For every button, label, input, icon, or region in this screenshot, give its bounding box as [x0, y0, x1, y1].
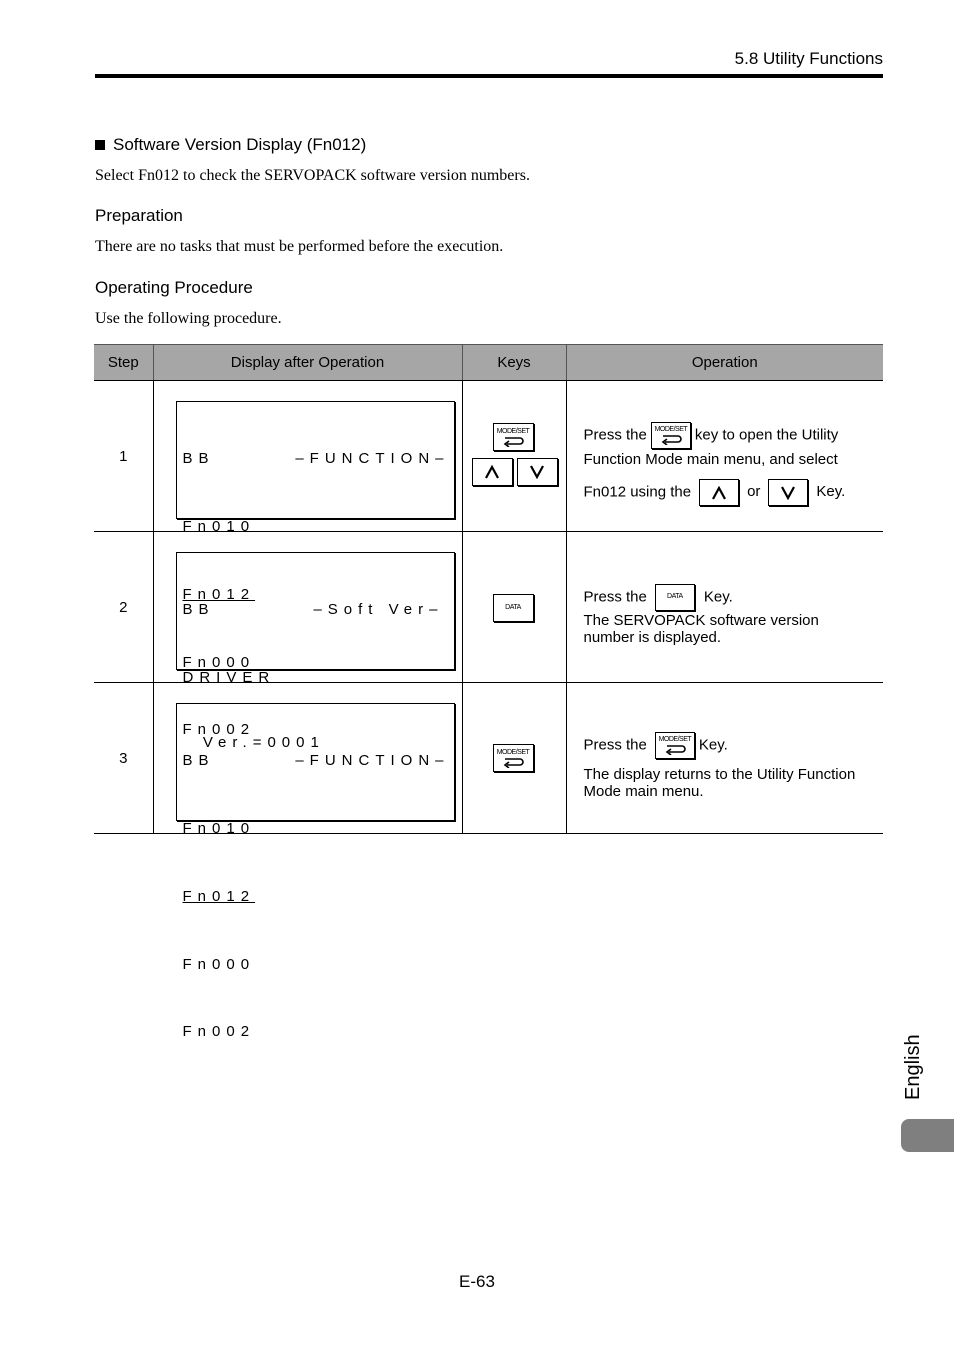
table-header-row [94, 345, 883, 381]
up-key-inline [699, 479, 739, 506]
header-operation: Operation [566, 345, 883, 381]
selected-function: Fn012 [182, 887, 256, 905]
data-key-inline: DATA [655, 584, 695, 611]
panel-display: BB –FUNCTION– Fn010 Fn012 Fn000 Fn002 [176, 703, 455, 821]
side-tab [901, 1119, 954, 1152]
preparation-text: There are no tasks that must be performed before the execution. [95, 238, 504, 255]
return-arrow-icon [660, 434, 682, 445]
header-keys: Keys [462, 345, 566, 381]
procedure-heading: Operating Procedure [95, 278, 253, 297]
side-tab-label: English [902, 1034, 924, 1100]
down-arrow-icon [529, 465, 545, 479]
selected-function: Fn012 [182, 585, 256, 603]
step-number: 1 [94, 381, 153, 532]
procedure-table [94, 344, 883, 1041]
down-arrow-icon [780, 486, 796, 500]
return-arrow-icon [664, 744, 686, 755]
down-key[interactable] [517, 458, 558, 486]
table-row [94, 532, 883, 683]
section-title: Software Version Display (Fn012) [95, 135, 366, 155]
up-key[interactable] [472, 458, 513, 486]
step-number: 2 [94, 532, 153, 683]
procedure-text: Use the following procedure. [95, 310, 282, 327]
panel-display: BB –FUNCTION– Fn010 Fn012 Fn000 Fn002 [176, 401, 455, 519]
operation-text: Press the DATA Key. The SERVOPACK software version number is displayed. [566, 532, 883, 683]
operation-text: Press the MODE/SET key to open the Utility Function Mode main menu, and select Fn012 using the or Key. [566, 381, 883, 532]
up-arrow-icon [484, 465, 500, 479]
return-arrow-icon [502, 436, 524, 447]
panel-display: BB –Soft Ver– DRIVER Ver.=0001 [176, 552, 455, 670]
data-key[interactable]: DATA [493, 594, 534, 622]
up-arrow-icon [711, 486, 727, 500]
mode-set-key-inline: MODE/SET [651, 422, 691, 449]
table-row [94, 683, 883, 834]
down-key-inline [768, 479, 808, 506]
square-bullet-icon [95, 140, 105, 150]
table-row [94, 381, 883, 532]
header-step: Step [94, 345, 153, 381]
mode-set-key[interactable]: MODE/SET [493, 423, 534, 451]
mode-set-key[interactable]: MODE/SET [493, 744, 534, 772]
header-display: Display after Operation [153, 345, 462, 381]
page-number: E-63 [459, 1272, 495, 1291]
section-intro: Select Fn012 to check the SERVOPACK software version numbers. [95, 167, 530, 184]
running-header: 5.8 Utility Functions [734, 49, 883, 68]
preparation-heading: Preparation [95, 206, 183, 225]
return-arrow-icon [502, 757, 524, 768]
mode-set-key-inline: MODE/SET [655, 732, 695, 759]
operation-text: Press the MODE/SET Key. The display returns to the Utility Function Mode main menu. [566, 683, 883, 834]
step-number: 3 [94, 683, 153, 834]
header-rule [95, 74, 883, 78]
